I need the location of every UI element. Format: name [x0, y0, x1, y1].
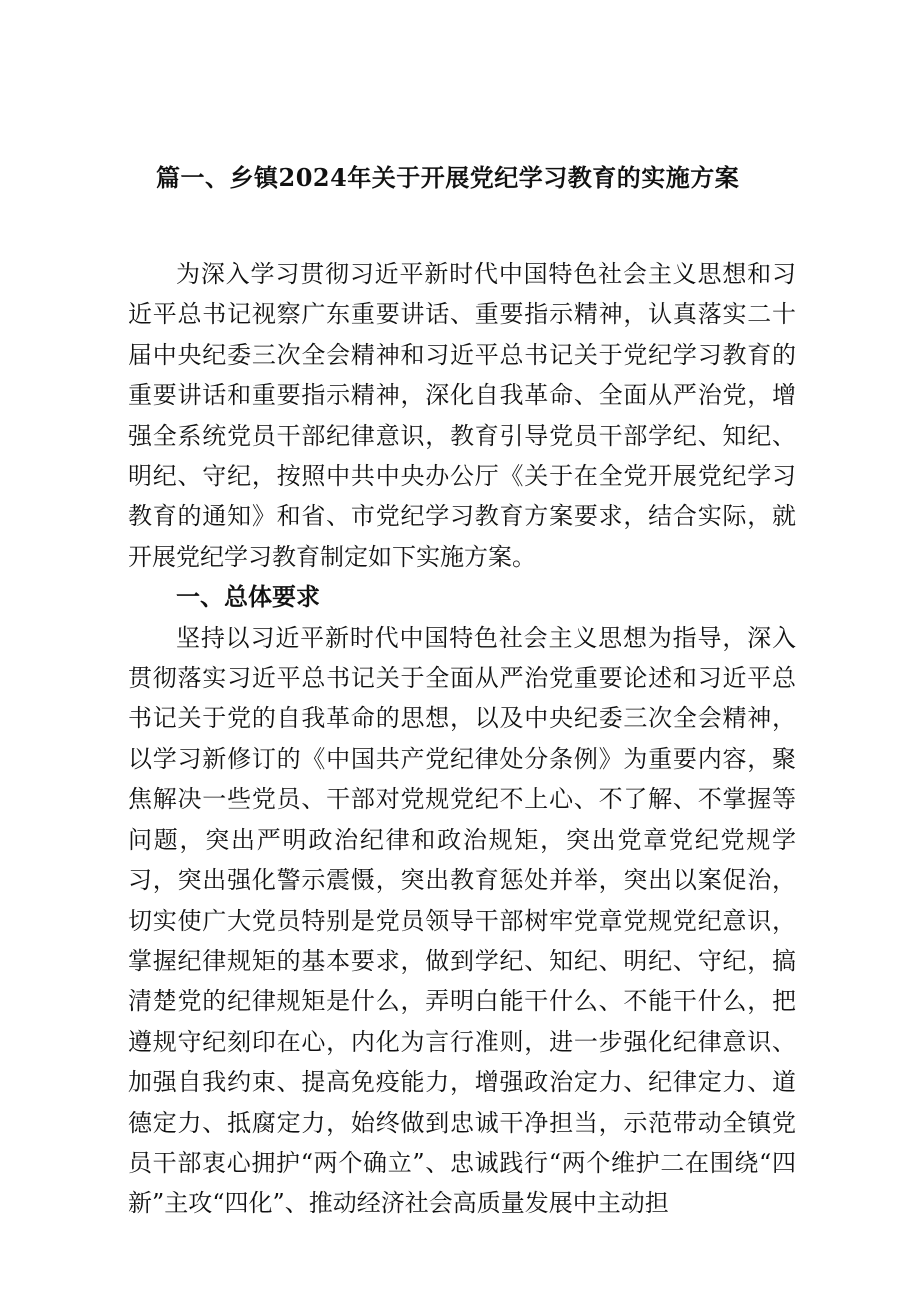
overall-requirements-paragraph: 坚持以习近平新时代中国特色社会主义思想为指导，深入贯彻落实习近平总书记关于全面从严治党重要论述和习近平总书记关于党的自我革命的思想，以及中央纪委三次全会精神，以学习新修订的《中国共产党纪律处分条例》为重要内容，聚焦解决一些党员、干部对党规党纪不上心、不了解、不掌握等问题，突出严明政治纪律和政治规矩，突出党章党纪党规学习，突出强化警示震慑，突出教育惩处并举，突出以案促治，切实使广大党员特别是党员领导干部树牢党章党规党纪意识，掌握纪律规矩的基本要求，做到学纪、知纪、明纪、守纪，搞清楚党的纪律规矩是什么，弄明白能干什么、不能干什么，把遵规守纪刻印在心，内化为言行准则，进一步强化纪律意识、加强自我约束、提高免疫能力，增强政治定力、纪律定力、道德定力、抵腐定力，始终做到忠诚干净担当，示范带动全镇党员干部衷心拥护“两个确立”、忠诚践行“两个维护二在围绕“四新”主攻“四化”、推动经济社会高质量发展中主动担	[128, 623, 796, 1218]
intro-paragraph: 为深入学习贯彻习近平新时代中国特色社会主义思想和习近平总书记视察广东重要讲话、重要指示精神，认真落实二十届中央纪委三次全会精神和习近平总书记关于党纪学习教育的重要讲话和重要指示精神，深化自我革命、全面从严治党，增强全系统党员干部纪律意识，教育引导党员干部学纪、知纪、明纪、守纪，按照中共中央办公厅《关于在全党开展党纪学习教育的通知》和省、市党纪学习教育方案要求，结合实际，就开展党纪学习教育制定如下实施方案。	[128, 260, 796, 571]
section-heading-overall-requirements: 一、总体要求	[176, 582, 320, 612]
document-title: 篇一、乡镇2024年关于开展党纪学习教育的实施方案	[156, 163, 740, 192]
document-body	[128, 254, 796, 1224]
